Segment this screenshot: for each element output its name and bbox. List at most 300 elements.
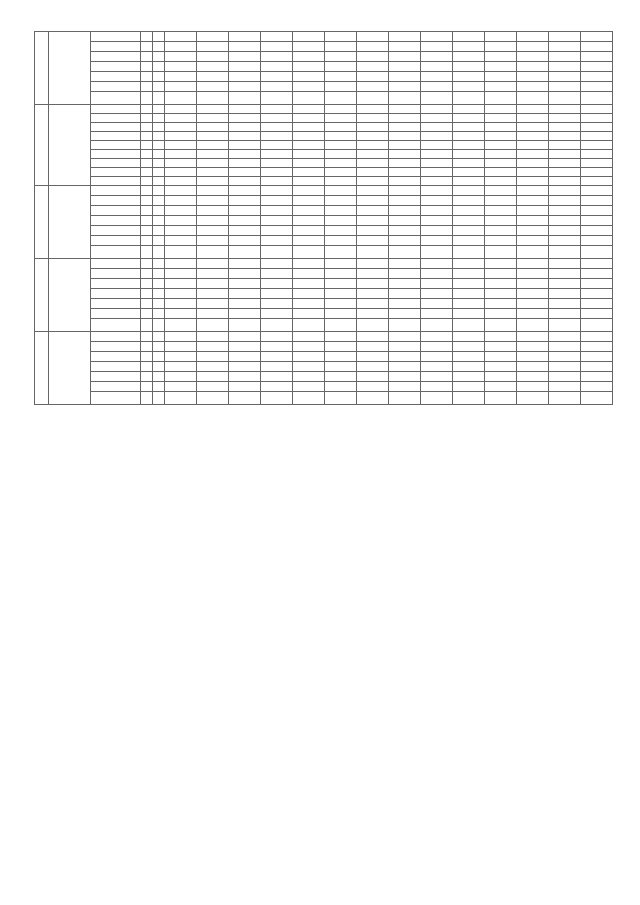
value-cell <box>357 289 389 299</box>
value-cell <box>165 123 197 132</box>
value-cell <box>325 236 357 246</box>
value-cell <box>581 92 613 105</box>
code-cell <box>141 150 153 159</box>
value-cell <box>485 114 517 123</box>
value-cell <box>261 246 293 259</box>
value-cell <box>293 196 325 206</box>
value-cell <box>485 382 517 392</box>
value-cell <box>165 216 197 226</box>
value-cell <box>421 196 453 206</box>
value-cell <box>325 72 357 82</box>
value-cell <box>293 52 325 62</box>
value-cell <box>549 236 581 246</box>
value-cell <box>165 82 197 92</box>
value-cell <box>517 82 549 92</box>
value-cell <box>293 177 325 186</box>
value-cell <box>197 105 229 114</box>
section-number <box>35 105 49 186</box>
value-cell <box>261 82 293 92</box>
value-cell <box>197 289 229 299</box>
value-cell <box>517 114 549 123</box>
value-cell <box>357 342 389 352</box>
value-cell <box>293 332 325 342</box>
funding-source-cell <box>91 216 141 226</box>
funding-source-cell <box>91 150 141 159</box>
value-cell <box>165 177 197 186</box>
value-cell <box>293 392 325 405</box>
value-cell <box>261 289 293 299</box>
value-cell <box>389 342 421 352</box>
value-cell <box>517 289 549 299</box>
funding-source-cell <box>91 342 141 352</box>
value-cell <box>421 332 453 342</box>
value-cell <box>389 216 421 226</box>
value-cell <box>357 123 389 132</box>
table-row <box>35 319 613 332</box>
value-cell <box>549 362 581 372</box>
code-cell <box>153 62 165 72</box>
value-cell <box>165 32 197 42</box>
value-cell <box>453 141 485 150</box>
value-cell <box>485 392 517 405</box>
value-cell <box>293 216 325 226</box>
value-cell <box>549 114 581 123</box>
code-cell <box>153 216 165 226</box>
table-row <box>35 342 613 352</box>
value-cell <box>453 62 485 72</box>
table-row <box>35 206 613 216</box>
table-row <box>35 362 613 372</box>
value-cell <box>165 105 197 114</box>
value-cell <box>389 82 421 92</box>
value-cell <box>325 123 357 132</box>
code-cell <box>153 92 165 105</box>
value-cell <box>293 226 325 236</box>
value-cell <box>261 259 293 269</box>
value-cell <box>453 392 485 405</box>
code-cell <box>141 72 153 82</box>
value-cell <box>165 72 197 82</box>
value-cell <box>229 332 261 342</box>
value-cell <box>261 206 293 216</box>
value-cell <box>389 246 421 259</box>
value-cell <box>421 177 453 186</box>
value-cell <box>197 299 229 309</box>
value-cell <box>517 32 549 42</box>
code-cell <box>141 319 153 332</box>
table-row <box>35 352 613 362</box>
value-cell <box>165 289 197 299</box>
table-row <box>35 82 613 92</box>
value-cell <box>485 332 517 342</box>
value-cell <box>229 62 261 72</box>
table-row <box>35 141 613 150</box>
code-cell <box>141 226 153 236</box>
value-cell <box>453 123 485 132</box>
funding-source-cell <box>91 246 141 259</box>
value-cell <box>389 382 421 392</box>
value-cell <box>549 159 581 168</box>
value-cell <box>197 319 229 332</box>
code-cell <box>141 382 153 392</box>
code-cell <box>153 309 165 319</box>
code-cell <box>153 319 165 332</box>
value-cell <box>293 269 325 279</box>
code-cell <box>153 299 165 309</box>
value-cell <box>165 92 197 105</box>
value-cell <box>581 82 613 92</box>
value-cell <box>453 82 485 92</box>
code-cell <box>141 132 153 141</box>
value-cell <box>485 226 517 236</box>
value-cell <box>421 132 453 141</box>
value-cell <box>261 32 293 42</box>
value-cell <box>293 372 325 382</box>
value-cell <box>485 32 517 42</box>
value-cell <box>421 309 453 319</box>
value-cell <box>293 141 325 150</box>
value-cell <box>389 196 421 206</box>
value-cell <box>293 159 325 168</box>
code-cell <box>141 114 153 123</box>
value-cell <box>325 226 357 236</box>
value-cell <box>517 42 549 52</box>
value-cell <box>453 269 485 279</box>
code-cell <box>153 72 165 82</box>
funding-source-cell <box>91 132 141 141</box>
value-cell <box>517 141 549 150</box>
value-cell <box>229 372 261 382</box>
value-cell <box>485 62 517 72</box>
value-cell <box>229 279 261 289</box>
value-cell <box>549 132 581 141</box>
code-cell <box>141 32 153 42</box>
value-cell <box>485 82 517 92</box>
value-cell <box>549 269 581 279</box>
value-cell <box>197 259 229 269</box>
value-cell <box>325 52 357 62</box>
value-cell <box>293 105 325 114</box>
value-cell <box>485 42 517 52</box>
value-cell <box>165 141 197 150</box>
funding-source-cell <box>91 196 141 206</box>
funding-source-cell <box>91 382 141 392</box>
value-cell <box>549 32 581 42</box>
value-cell <box>581 319 613 332</box>
value-cell <box>485 105 517 114</box>
funding-source-cell <box>91 352 141 362</box>
value-cell <box>581 32 613 42</box>
value-cell <box>581 392 613 405</box>
value-cell <box>197 82 229 92</box>
value-cell <box>581 226 613 236</box>
value-cell <box>229 105 261 114</box>
value-cell <box>165 319 197 332</box>
value-cell <box>165 226 197 236</box>
value-cell <box>229 186 261 196</box>
value-cell <box>357 92 389 105</box>
value-cell <box>421 362 453 372</box>
value-cell <box>197 114 229 123</box>
value-cell <box>549 62 581 72</box>
value-cell <box>261 319 293 332</box>
section-number <box>35 332 49 405</box>
value-cell <box>261 196 293 206</box>
value-cell <box>453 352 485 362</box>
value-cell <box>549 186 581 196</box>
table-row <box>35 168 613 177</box>
value-cell <box>485 319 517 332</box>
value-cell <box>389 62 421 72</box>
value-cell <box>485 309 517 319</box>
value-cell <box>229 309 261 319</box>
code-cell <box>141 269 153 279</box>
value-cell <box>517 216 549 226</box>
code-cell <box>141 105 153 114</box>
value-cell <box>357 82 389 92</box>
value-cell <box>517 236 549 246</box>
value-cell <box>325 206 357 216</box>
value-cell <box>389 186 421 196</box>
value-cell <box>581 216 613 226</box>
value-cell <box>517 259 549 269</box>
value-cell <box>229 82 261 92</box>
value-cell <box>453 309 485 319</box>
value-cell <box>357 309 389 319</box>
value-cell <box>485 246 517 259</box>
value-cell <box>485 216 517 226</box>
value-cell <box>549 289 581 299</box>
funding-source-cell <box>91 114 141 123</box>
funding-source-cell <box>91 186 141 196</box>
code-cell <box>141 92 153 105</box>
value-cell <box>293 206 325 216</box>
table-row <box>35 92 613 105</box>
value-cell <box>229 52 261 62</box>
value-cell <box>485 123 517 132</box>
code-cell <box>141 62 153 72</box>
value-cell <box>581 132 613 141</box>
value-cell <box>581 269 613 279</box>
value-cell <box>485 269 517 279</box>
value-cell <box>485 150 517 159</box>
value-cell <box>197 372 229 382</box>
value-cell <box>293 289 325 299</box>
value-cell <box>549 82 581 92</box>
value-cell <box>581 206 613 216</box>
value-cell <box>293 42 325 52</box>
value-cell <box>229 342 261 352</box>
value-cell <box>421 92 453 105</box>
value-cell <box>581 105 613 114</box>
value-cell <box>229 269 261 279</box>
value-cell <box>357 279 389 289</box>
value-cell <box>453 299 485 309</box>
table-row <box>35 216 613 226</box>
value-cell <box>549 309 581 319</box>
value-cell <box>453 32 485 42</box>
code-cell <box>153 177 165 186</box>
value-cell <box>261 150 293 159</box>
value-cell <box>325 168 357 177</box>
value-cell <box>325 279 357 289</box>
value-cell <box>357 114 389 123</box>
section-number <box>35 259 49 332</box>
value-cell <box>581 352 613 362</box>
value-cell <box>453 216 485 226</box>
value-cell <box>549 168 581 177</box>
value-cell <box>421 279 453 289</box>
value-cell <box>389 299 421 309</box>
value-cell <box>389 123 421 132</box>
value-cell <box>165 309 197 319</box>
value-cell <box>293 32 325 42</box>
value-cell <box>485 352 517 362</box>
value-cell <box>325 32 357 42</box>
value-cell <box>261 52 293 62</box>
value-cell <box>549 319 581 332</box>
value-cell <box>581 246 613 259</box>
value-cell <box>549 177 581 186</box>
value-cell <box>357 32 389 42</box>
value-cell <box>293 382 325 392</box>
value-cell <box>549 226 581 236</box>
value-cell <box>517 269 549 279</box>
value-cell <box>549 246 581 259</box>
value-cell <box>581 299 613 309</box>
value-cell <box>389 269 421 279</box>
table-row <box>35 246 613 259</box>
value-cell <box>261 114 293 123</box>
value-cell <box>581 259 613 269</box>
value-cell <box>325 82 357 92</box>
value-cell <box>581 186 613 196</box>
table-row <box>35 299 613 309</box>
value-cell <box>581 123 613 132</box>
value-cell <box>453 246 485 259</box>
value-cell <box>197 196 229 206</box>
value-cell <box>165 362 197 372</box>
value-cell <box>261 352 293 362</box>
code-cell <box>141 236 153 246</box>
value-cell <box>165 42 197 52</box>
value-cell <box>293 259 325 269</box>
value-cell <box>261 159 293 168</box>
value-cell <box>229 362 261 372</box>
value-cell <box>453 259 485 269</box>
value-cell <box>389 236 421 246</box>
table-row <box>35 72 613 82</box>
value-cell <box>325 299 357 309</box>
value-cell <box>197 269 229 279</box>
value-cell <box>165 279 197 289</box>
value-cell <box>485 177 517 186</box>
code-cell <box>153 42 165 52</box>
value-cell <box>197 132 229 141</box>
value-cell <box>389 132 421 141</box>
value-cell <box>517 332 549 342</box>
value-cell <box>453 159 485 168</box>
value-cell <box>325 372 357 382</box>
code-cell <box>141 141 153 150</box>
value-cell <box>261 362 293 372</box>
value-cell <box>293 246 325 259</box>
budget-table <box>34 31 613 405</box>
value-cell <box>325 362 357 372</box>
value-cell <box>229 392 261 405</box>
funding-source-cell <box>91 319 141 332</box>
value-cell <box>165 206 197 216</box>
value-cell <box>549 196 581 206</box>
value-cell <box>581 372 613 382</box>
value-cell <box>357 372 389 382</box>
value-cell <box>357 216 389 226</box>
table-row <box>35 289 613 299</box>
value-cell <box>357 382 389 392</box>
value-cell <box>229 132 261 141</box>
value-cell <box>165 186 197 196</box>
code-cell <box>153 332 165 342</box>
value-cell <box>581 114 613 123</box>
value-cell <box>357 42 389 52</box>
value-cell <box>261 168 293 177</box>
value-cell <box>293 299 325 309</box>
value-cell <box>165 392 197 405</box>
value-cell <box>261 269 293 279</box>
value-cell <box>229 289 261 299</box>
value-cell <box>293 319 325 332</box>
code-cell <box>153 342 165 352</box>
value-cell <box>325 352 357 362</box>
code-cell <box>141 177 153 186</box>
value-cell <box>517 279 549 289</box>
section-number <box>35 186 49 259</box>
value-cell <box>549 382 581 392</box>
code-cell <box>153 186 165 196</box>
value-cell <box>293 279 325 289</box>
code-cell <box>153 392 165 405</box>
code-cell <box>153 269 165 279</box>
value-cell <box>197 141 229 150</box>
code-cell <box>153 168 165 177</box>
funding-source-cell <box>91 206 141 216</box>
value-cell <box>357 246 389 259</box>
value-cell <box>165 132 197 141</box>
value-cell <box>453 332 485 342</box>
value-cell <box>325 342 357 352</box>
value-cell <box>357 141 389 150</box>
funding-source-cell <box>91 32 141 42</box>
value-cell <box>389 319 421 332</box>
value-cell <box>485 372 517 382</box>
value-cell <box>453 382 485 392</box>
value-cell <box>293 236 325 246</box>
value-cell <box>517 319 549 332</box>
value-cell <box>421 42 453 52</box>
value-cell <box>261 372 293 382</box>
value-cell <box>325 42 357 52</box>
value-cell <box>261 132 293 141</box>
value-cell <box>389 392 421 405</box>
code-cell <box>141 246 153 259</box>
funding-source-cell <box>91 168 141 177</box>
table-row <box>35 226 613 236</box>
funding-source-cell <box>91 141 141 150</box>
value-cell <box>421 372 453 382</box>
code-cell <box>153 123 165 132</box>
funding-source-cell <box>91 392 141 405</box>
value-cell <box>389 177 421 186</box>
